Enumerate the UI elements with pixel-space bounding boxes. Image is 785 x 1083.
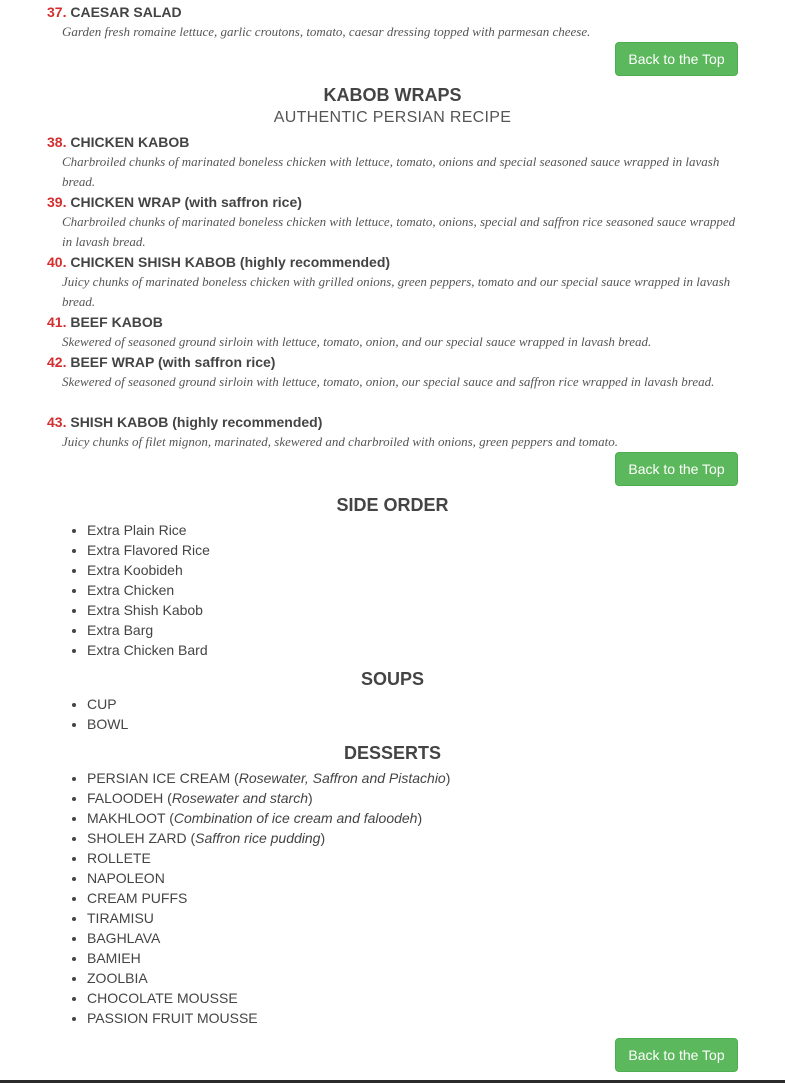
menu-item-number: 37. (47, 4, 67, 20)
menu-item-title (47, 252, 747, 272)
list-item: • CUP (87, 694, 128, 714)
section-title-kabob-wraps: KABOB WRAPS (323, 85, 462, 105)
menu-item (47, 352, 747, 392)
menu-item-name: BEEF WRAP (with saffron rice) (70, 354, 276, 370)
menu-item-number: 38. (47, 134, 67, 150)
back-to-top-button[interactable]: Back to the Top (615, 1038, 738, 1072)
menu-item-name: CHICKEN SHISH KABOB (highly recommended) (70, 254, 391, 270)
menu-item (47, 2, 747, 42)
menu-item-description: Garden fresh romaine lettuce, garlic croutons, tomato, caesar dressing topped with parmesan cheese. (62, 24, 591, 39)
menu-item-description: Skewered of seasoned ground sirloin with lettuce, tomato, onion, and our special sauce wrapped in lavash bread. (62, 334, 652, 349)
dessert-note: Rosewater and starch (171, 790, 308, 806)
dessert-name: ROLLETE (87, 850, 151, 866)
dessert-name: BAMIEH (87, 950, 141, 966)
menu-item-name: CHICKEN KABOB (70, 134, 190, 150)
dessert-name: BAGHLAVA (87, 930, 161, 946)
dessert-name: ZOOLBIA (87, 970, 148, 986)
menu-item (47, 132, 747, 192)
list-item (87, 928, 450, 948)
dessert-name: TIRAMISU (87, 910, 154, 926)
menu-item-title (47, 2, 747, 22)
section-title-soups: SOUPS (360, 669, 425, 689)
list-item (87, 908, 450, 928)
dessert-name: SHOLEH ZARD (87, 830, 187, 846)
dessert-name: FALOODEH (87, 790, 164, 806)
menu-item-title (47, 412, 747, 432)
menu-item-number: 40. (47, 254, 67, 270)
menu-item-number: 43. (47, 414, 67, 430)
menu-item-name: CHICKEN WRAP (with saffron rice) (70, 194, 302, 210)
menu-item (47, 192, 747, 252)
dessert-name: CHOCOLATE MOUSSE (87, 990, 238, 1006)
dessert-name: PASSION FRUIT MOUSSE (87, 1010, 258, 1026)
menu-item-title (47, 192, 747, 212)
list-item: • Extra Chicken Bard (87, 640, 210, 660)
list-item: • Extra Chicken (87, 580, 210, 600)
list-item (87, 948, 450, 968)
dessert-note: Saffron rice pudding (195, 830, 321, 846)
list-item: • Extra Shish Kabob (87, 600, 210, 620)
soups-list (47, 694, 128, 734)
desserts-list (47, 768, 450, 1028)
dessert-note: Combination of ice cream and faloodeh (173, 810, 418, 826)
menu-item-description: Juicy chunks of filet mignon, marinated, skewered and charbroiled with onions, green peppers and tomato. (62, 434, 619, 449)
menu-item-number: 42. (47, 354, 67, 370)
list-item: • FALOODEH (Rosewater and starch) (87, 788, 450, 808)
list-item: • MAKHLOOT (Combination of ice cream and faloodeh) (87, 808, 450, 828)
menu-item-description: Charbroiled chunks of marinated boneless chicken with lettuce, tomato, onions and special seasoned sauce wrapped in lavash bread. (62, 154, 720, 189)
side-order-list (47, 520, 210, 660)
list-item (87, 848, 450, 868)
menu-item-name: BEEF KABOB (70, 314, 163, 330)
list-item: • BOWL (87, 714, 128, 734)
section-title-desserts: DESSERTS (343, 743, 442, 763)
list-item (87, 1008, 450, 1028)
list-item: • Extra Barg (87, 620, 210, 640)
list-item (87, 888, 450, 908)
list-item (87, 988, 450, 1008)
back-to-top-button[interactable]: Back to the Top (615, 452, 738, 486)
list-item: • Extra Koobideh (87, 560, 210, 580)
menu-item-title (47, 132, 747, 152)
menu-item (47, 312, 747, 352)
list-item: • Extra Plain Rice (87, 520, 210, 540)
menu-item-description: Charbroiled chunks of marinated boneless chicken with lettuce, tomato, onions, special and saffron rice seasoned sauce wrapped in lavash bread. (62, 214, 736, 249)
dessert-note: Rosewater, Saffron and Pistachio (238, 770, 446, 786)
menu-item (47, 412, 747, 452)
section-subtitle-kabob-wraps: AUTHENTIC PERSIAN RECIPE (273, 109, 512, 126)
menu-item-name: CAESAR SALAD (70, 4, 182, 20)
section-title-side-order: SIDE ORDER (336, 495, 449, 515)
menu-item-title (47, 352, 747, 372)
dessert-name: PERSIAN ICE CREAM (87, 770, 231, 786)
menu-item-description: Juicy chunks of marinated boneless chicken with grilled onions, green peppers, tomato and our special sauce wrapped in lavash bread. (62, 274, 731, 309)
dessert-name: NAPOLEON (87, 870, 165, 886)
list-item: • SHOLEH ZARD (Saffron rice pudding) (87, 828, 450, 848)
dessert-name: MAKHLOOT (87, 810, 166, 826)
menu-item-description: Skewered of seasoned ground sirloin with lettuce, tomato, onion, our special sauce and saffron rice wrapped in lavash bread. (62, 374, 715, 389)
list-item (87, 868, 450, 888)
menu-item-name: SHISH KABOB (highly recommended) (70, 414, 323, 430)
list-item: • PERSIAN ICE CREAM (Rosewater, Saffron and Pistachio) (87, 768, 450, 788)
back-to-top-button[interactable]: Back to the Top (615, 42, 738, 76)
menu-item-number: 41. (47, 314, 67, 330)
menu-item-title (47, 312, 747, 332)
menu-item-number: 39. (47, 194, 67, 210)
dessert-name: CREAM PUFFS (87, 890, 188, 906)
list-item (87, 968, 450, 988)
list-item: • Extra Flavored Rice (87, 540, 210, 560)
menu-item (47, 252, 747, 312)
